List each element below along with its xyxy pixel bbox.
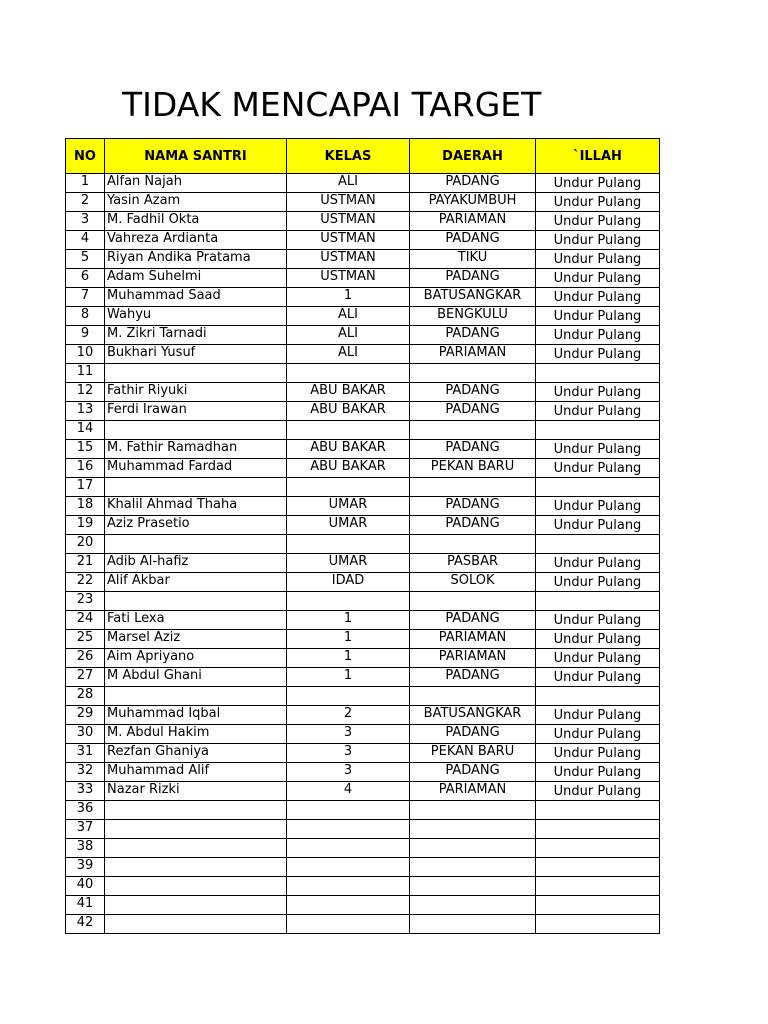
cell-nama-santri	[105, 535, 287, 554]
cell-daerah	[410, 801, 536, 820]
cell-illah: Undur Pulang	[536, 611, 660, 630]
page-title: TIDAK MENCAPAI TARGET	[122, 85, 542, 124]
cell-nama-santri: Khalil Ahmad Thaha	[105, 497, 287, 516]
cell-daerah	[410, 421, 536, 440]
cell-no: 3	[66, 212, 105, 231]
table-row	[66, 668, 660, 687]
cell-nama-santri: Aziz Prasetio	[105, 516, 287, 535]
table-row	[66, 820, 660, 839]
cell-illah	[536, 535, 660, 554]
cell-kelas: ABU BAKAR	[287, 402, 410, 421]
header-kelas: KELAS	[287, 139, 410, 174]
cell-no: 10	[66, 345, 105, 364]
cell-no: 5	[66, 250, 105, 269]
cell-illah: Undur Pulang	[536, 782, 660, 801]
cell-nama-santri	[105, 839, 287, 858]
cell-daerah: PADANG	[410, 668, 536, 687]
cell-nama-santri	[105, 877, 287, 896]
cell-illah	[536, 877, 660, 896]
cell-no: 29	[66, 706, 105, 725]
table-row	[66, 649, 660, 668]
cell-nama-santri: Wahyu	[105, 307, 287, 326]
cell-daerah: PADANG	[410, 516, 536, 535]
cell-illah: Undur Pulang	[536, 459, 660, 478]
table-row	[66, 288, 660, 307]
cell-no: 20	[66, 535, 105, 554]
cell-illah: Undur Pulang	[536, 554, 660, 573]
cell-kelas: 1	[287, 649, 410, 668]
cell-nama-santri: Fathir Riyuki	[105, 383, 287, 402]
cell-kelas	[287, 820, 410, 839]
cell-daerah	[410, 820, 536, 839]
table-row	[66, 231, 660, 250]
cell-no: 41	[66, 896, 105, 915]
cell-no: 8	[66, 307, 105, 326]
cell-kelas	[287, 478, 410, 497]
cell-nama-santri	[105, 820, 287, 839]
table-row	[66, 250, 660, 269]
cell-illah	[536, 896, 660, 915]
cell-no: 27	[66, 668, 105, 687]
table-row	[66, 402, 660, 421]
cell-nama-santri: Vahreza Ardianta	[105, 231, 287, 250]
cell-kelas: ALI	[287, 326, 410, 345]
cell-kelas: 3	[287, 744, 410, 763]
cell-illah: Undur Pulang	[536, 345, 660, 364]
cell-kelas: USTMAN	[287, 193, 410, 212]
cell-no: 1	[66, 174, 105, 193]
cell-no: 9	[66, 326, 105, 345]
table-row	[66, 516, 660, 535]
table-row	[66, 554, 660, 573]
cell-illah	[536, 364, 660, 383]
cell-illah: Undur Pulang	[536, 231, 660, 250]
table-row	[66, 877, 660, 896]
cell-illah: Undur Pulang	[536, 668, 660, 687]
cell-nama-santri: Muhammad Alif	[105, 763, 287, 782]
cell-illah: Undur Pulang	[536, 307, 660, 326]
cell-kelas: ALI	[287, 345, 410, 364]
cell-daerah: PADANG	[410, 402, 536, 421]
table-row	[66, 497, 660, 516]
cell-daerah: BATUSANGKAR	[410, 706, 536, 725]
table-row	[66, 535, 660, 554]
cell-no: 18	[66, 497, 105, 516]
cell-kelas: USTMAN	[287, 269, 410, 288]
cell-illah	[536, 801, 660, 820]
cell-illah: Undur Pulang	[536, 288, 660, 307]
table-row	[66, 858, 660, 877]
cell-nama-santri: Ferdi Irawan	[105, 402, 287, 421]
cell-nama-santri: Bukhari Yusuf	[105, 345, 287, 364]
cell-nama-santri	[105, 478, 287, 497]
header-daerah: DAERAH	[410, 139, 536, 174]
table-row	[66, 326, 660, 345]
cell-illah: Undur Pulang	[536, 497, 660, 516]
cell-daerah: PARIAMAN	[410, 212, 536, 231]
cell-no: 39	[66, 858, 105, 877]
cell-no: 30	[66, 725, 105, 744]
cell-kelas: 3	[287, 763, 410, 782]
cell-no: 32	[66, 763, 105, 782]
cell-kelas: UMAR	[287, 497, 410, 516]
cell-illah: Undur Pulang	[536, 174, 660, 193]
cell-kelas	[287, 421, 410, 440]
table-row	[66, 478, 660, 497]
cell-no: 28	[66, 687, 105, 706]
cell-kelas: 1	[287, 611, 410, 630]
cell-daerah: PADANG	[410, 440, 536, 459]
cell-illah: Undur Pulang	[536, 383, 660, 402]
table-row	[66, 801, 660, 820]
cell-kelas: 1	[287, 288, 410, 307]
cell-kelas: USTMAN	[287, 231, 410, 250]
cell-illah: Undur Pulang	[536, 402, 660, 421]
cell-kelas: ALI	[287, 174, 410, 193]
cell-kelas: IDAD	[287, 573, 410, 592]
cell-no: 31	[66, 744, 105, 763]
cell-no: 38	[66, 839, 105, 858]
cell-daerah: PADANG	[410, 763, 536, 782]
cell-no: 13	[66, 402, 105, 421]
cell-kelas: ALI	[287, 307, 410, 326]
table-row	[66, 573, 660, 592]
cell-kelas: UMAR	[287, 516, 410, 535]
cell-nama-santri	[105, 421, 287, 440]
cell-daerah: PADANG	[410, 269, 536, 288]
cell-nama-santri	[105, 364, 287, 383]
table-row	[66, 364, 660, 383]
cell-no: 23	[66, 592, 105, 611]
cell-illah	[536, 592, 660, 611]
cell-nama-santri: Marsel Aziz	[105, 630, 287, 649]
cell-kelas: ABU BAKAR	[287, 383, 410, 402]
table-row	[66, 744, 660, 763]
table-row	[66, 459, 660, 478]
cell-kelas	[287, 839, 410, 858]
cell-daerah: PADANG	[410, 326, 536, 345]
cell-kelas	[287, 801, 410, 820]
table-row	[66, 915, 660, 934]
cell-kelas: 1	[287, 630, 410, 649]
cell-nama-santri: Muhammad Saad	[105, 288, 287, 307]
cell-kelas	[287, 364, 410, 383]
cell-illah	[536, 687, 660, 706]
cell-no: 4	[66, 231, 105, 250]
cell-illah: Undur Pulang	[536, 193, 660, 212]
cell-illah: Undur Pulang	[536, 573, 660, 592]
cell-daerah	[410, 877, 536, 896]
cell-nama-santri: Muhammad Fardad	[105, 459, 287, 478]
cell-nama-santri: Riyan Andika Pratama	[105, 250, 287, 269]
cell-kelas: 2	[287, 706, 410, 725]
cell-no: 15	[66, 440, 105, 459]
header-illah: `ILLAH	[536, 139, 660, 174]
cell-daerah: BATUSANGKAR	[410, 288, 536, 307]
cell-no: 6	[66, 269, 105, 288]
cell-nama-santri: Muhammad Iqbal	[105, 706, 287, 725]
cell-daerah: PAYAKUMBUH	[410, 193, 536, 212]
cell-illah: Undur Pulang	[536, 269, 660, 288]
cell-illah: Undur Pulang	[536, 250, 660, 269]
cell-no: 11	[66, 364, 105, 383]
cell-daerah: PADANG	[410, 497, 536, 516]
cell-daerah: BENGKULU	[410, 307, 536, 326]
cell-illah: Undur Pulang	[536, 725, 660, 744]
cell-daerah	[410, 687, 536, 706]
cell-illah	[536, 820, 660, 839]
cell-kelas: 1	[287, 668, 410, 687]
table-row	[66, 725, 660, 744]
cell-daerah: PADANG	[410, 174, 536, 193]
cell-illah: Undur Pulang	[536, 744, 660, 763]
cell-nama-santri: M. Fadhil Okta	[105, 212, 287, 231]
cell-illah	[536, 915, 660, 934]
table-row	[66, 174, 660, 193]
cell-daerah: SOLOK	[410, 573, 536, 592]
cell-no: 19	[66, 516, 105, 535]
cell-daerah: PARIAMAN	[410, 345, 536, 364]
cell-nama-santri	[105, 687, 287, 706]
cell-nama-santri	[105, 896, 287, 915]
cell-nama-santri: Alfan Najah	[105, 174, 287, 193]
cell-kelas: 4	[287, 782, 410, 801]
cell-nama-santri: M. Abdul Hakim	[105, 725, 287, 744]
cell-nama-santri	[105, 858, 287, 877]
cell-daerah: PADANG	[410, 611, 536, 630]
cell-nama-santri: M. Fathir Ramadhan	[105, 440, 287, 459]
cell-daerah: TIKU	[410, 250, 536, 269]
cell-nama-santri: Nazar Rizki	[105, 782, 287, 801]
cell-kelas: UMAR	[287, 554, 410, 573]
cell-no: 26	[66, 649, 105, 668]
cell-kelas	[287, 535, 410, 554]
cell-nama-santri	[105, 592, 287, 611]
cell-no: 37	[66, 820, 105, 839]
cell-no: 36	[66, 801, 105, 820]
table-row	[66, 763, 660, 782]
cell-no: 33	[66, 782, 105, 801]
table-row	[66, 307, 660, 326]
cell-nama-santri	[105, 915, 287, 934]
cell-no: 42	[66, 915, 105, 934]
cell-no: 7	[66, 288, 105, 307]
table-row	[66, 193, 660, 212]
cell-kelas: USTMAN	[287, 250, 410, 269]
cell-no: 40	[66, 877, 105, 896]
table-row	[66, 782, 660, 801]
cell-illah: Undur Pulang	[536, 630, 660, 649]
cell-illah	[536, 858, 660, 877]
cell-illah	[536, 478, 660, 497]
cell-daerah: PADANG	[410, 383, 536, 402]
cell-daerah: PADANG	[410, 725, 536, 744]
cell-nama-santri: Adib Al-hafiz	[105, 554, 287, 573]
santri-table	[65, 138, 660, 934]
cell-nama-santri: Alif Akbar	[105, 573, 287, 592]
cell-kelas: ABU BAKAR	[287, 459, 410, 478]
cell-no: 21	[66, 554, 105, 573]
cell-kelas	[287, 877, 410, 896]
cell-daerah: PEKAN BARU	[410, 744, 536, 763]
table-row	[66, 440, 660, 459]
cell-illah: Undur Pulang	[536, 440, 660, 459]
cell-kelas	[287, 915, 410, 934]
table-row	[66, 839, 660, 858]
cell-illah: Undur Pulang	[536, 706, 660, 725]
cell-kelas: 3	[287, 725, 410, 744]
table-row	[66, 611, 660, 630]
cell-daerah: PADANG	[410, 231, 536, 250]
cell-illah: Undur Pulang	[536, 763, 660, 782]
cell-daerah	[410, 896, 536, 915]
cell-illah: Undur Pulang	[536, 516, 660, 535]
cell-kelas	[287, 592, 410, 611]
table-row	[66, 630, 660, 649]
table-row	[66, 687, 660, 706]
cell-illah	[536, 421, 660, 440]
cell-daerah	[410, 592, 536, 611]
header-nama-santri: NAMA SANTRI	[105, 139, 287, 174]
cell-daerah	[410, 839, 536, 858]
table-row	[66, 269, 660, 288]
cell-illah: Undur Pulang	[536, 326, 660, 345]
cell-kelas	[287, 687, 410, 706]
cell-kelas: USTMAN	[287, 212, 410, 231]
cell-daerah	[410, 478, 536, 497]
cell-illah	[536, 839, 660, 858]
cell-kelas	[287, 896, 410, 915]
cell-daerah: PASBAR	[410, 554, 536, 573]
cell-illah: Undur Pulang	[536, 212, 660, 231]
cell-daerah	[410, 858, 536, 877]
cell-nama-santri	[105, 801, 287, 820]
table-row	[66, 706, 660, 725]
cell-daerah	[410, 535, 536, 554]
cell-kelas: ABU BAKAR	[287, 440, 410, 459]
cell-no: 25	[66, 630, 105, 649]
table-row	[66, 212, 660, 231]
cell-nama-santri: Adam Suhelmi	[105, 269, 287, 288]
table-body	[66, 174, 660, 934]
table-row	[66, 345, 660, 364]
cell-no: 24	[66, 611, 105, 630]
cell-kelas	[287, 858, 410, 877]
table-row	[66, 421, 660, 440]
cell-nama-santri: M. Zikri Tarnadi	[105, 326, 287, 345]
cell-illah: Undur Pulang	[536, 649, 660, 668]
cell-nama-santri: Yasin Azam	[105, 193, 287, 212]
cell-nama-santri: M Abdul Ghani	[105, 668, 287, 687]
table-row	[66, 592, 660, 611]
cell-nama-santri: Rezfan Ghaniya	[105, 744, 287, 763]
table-header-row	[66, 139, 660, 174]
table-row	[66, 383, 660, 402]
cell-no: 12	[66, 383, 105, 402]
cell-no: 2	[66, 193, 105, 212]
cell-nama-santri: Fati Lexa	[105, 611, 287, 630]
cell-nama-santri: Aim Apriyano	[105, 649, 287, 668]
cell-no: 16	[66, 459, 105, 478]
cell-daerah: PARIAMAN	[410, 782, 536, 801]
cell-no: 14	[66, 421, 105, 440]
cell-daerah: PARIAMAN	[410, 649, 536, 668]
cell-daerah	[410, 915, 536, 934]
cell-daerah	[410, 364, 536, 383]
header-no: NO	[66, 139, 105, 174]
table-row	[66, 896, 660, 915]
cell-no: 17	[66, 478, 105, 497]
cell-daerah: PARIAMAN	[410, 630, 536, 649]
cell-daerah: PEKAN BARU	[410, 459, 536, 478]
cell-no: 22	[66, 573, 105, 592]
